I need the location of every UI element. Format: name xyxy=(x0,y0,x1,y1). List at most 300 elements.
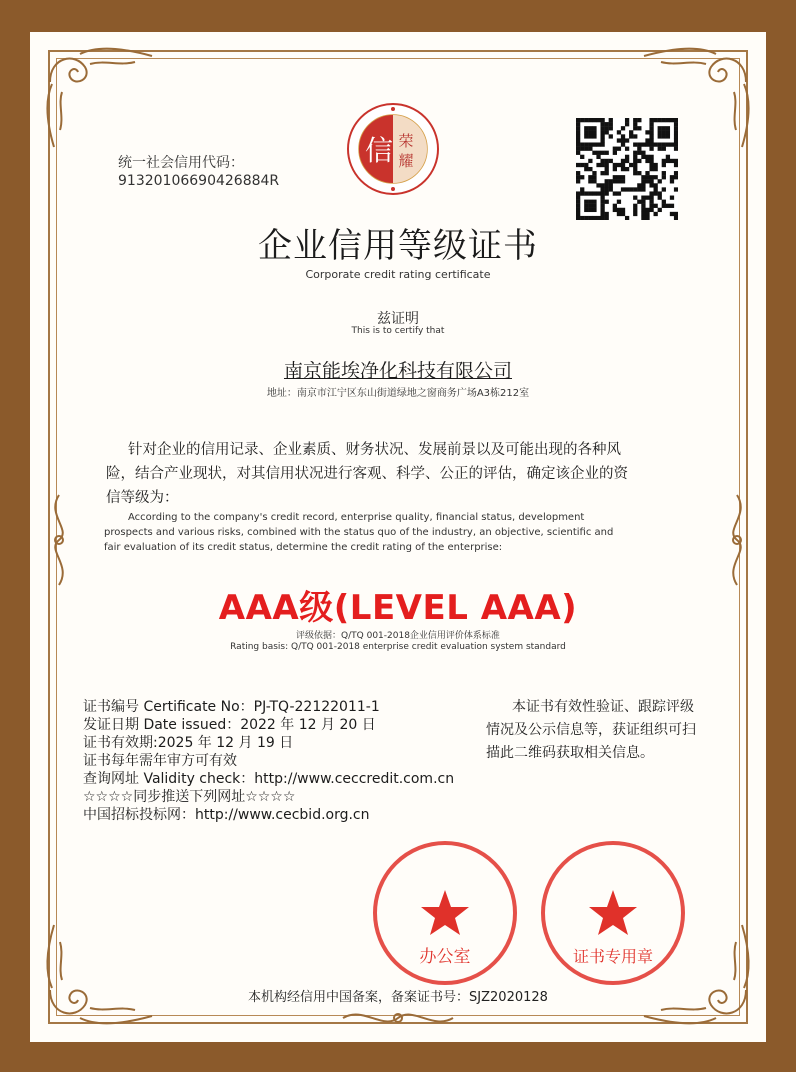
credit-code-value: 91320106690426884R xyxy=(118,173,280,189)
cecbid-url: 中国招标投标网：http://www.cecbid.org.cn xyxy=(83,807,370,823)
qr-module xyxy=(609,126,613,130)
qr-module xyxy=(609,122,613,126)
qr-module xyxy=(633,208,637,212)
qr-module xyxy=(670,204,674,208)
emblem-char-right-2: 耀 xyxy=(398,152,414,170)
qr-module xyxy=(592,175,596,179)
qr-module xyxy=(625,187,629,191)
qr-module xyxy=(613,147,617,151)
qr-module xyxy=(654,204,658,208)
qr-module xyxy=(649,204,653,208)
qr-module xyxy=(609,179,613,183)
registration-footer: 本机构经信用中国备案，备案证书号：SJZ2020128 xyxy=(248,990,548,1005)
certificate-title-en: Corporate credit rating certificate xyxy=(305,268,491,281)
qr-module xyxy=(649,191,653,195)
qr-module xyxy=(609,134,613,138)
qr-module xyxy=(617,200,621,204)
qr-module xyxy=(637,159,641,163)
qr-module xyxy=(605,130,609,134)
qr-module xyxy=(613,151,617,155)
qr-module xyxy=(576,126,580,130)
qr-module xyxy=(605,212,609,216)
qr-module xyxy=(649,163,653,167)
qr-module xyxy=(588,204,592,208)
qr-module xyxy=(613,204,617,208)
qr-module xyxy=(674,163,678,167)
qr-module xyxy=(617,163,621,167)
qr-module xyxy=(600,142,604,146)
qr-module xyxy=(666,118,670,122)
qr-module xyxy=(670,175,674,179)
qr-module xyxy=(576,196,580,200)
qr-module xyxy=(621,138,625,142)
qr-module xyxy=(649,122,653,126)
qr-module xyxy=(674,130,678,134)
qr-module xyxy=(576,118,580,122)
qr-module xyxy=(588,159,592,163)
qr-module xyxy=(674,147,678,151)
qr-module xyxy=(600,191,604,195)
qr-module xyxy=(588,175,592,179)
qr-module xyxy=(666,204,670,208)
qr-module xyxy=(600,196,604,200)
qr-module xyxy=(633,142,637,146)
qr-module xyxy=(617,212,621,216)
qr-module xyxy=(649,147,653,151)
emblem-char-right-1: 荣 xyxy=(398,132,414,150)
qr-module xyxy=(625,122,629,126)
qr-module xyxy=(576,142,580,146)
sync-push-note: ☆☆☆☆同步推送下列网址☆☆☆☆ xyxy=(83,789,296,805)
qr-module xyxy=(592,191,596,195)
qr-module xyxy=(576,138,580,142)
qr-module xyxy=(670,179,674,183)
qr-module xyxy=(654,212,658,216)
qr-module xyxy=(662,204,666,208)
company-name: 南京能埃净化科技有限公司 xyxy=(283,360,512,382)
qr-module xyxy=(605,167,609,171)
qr-module xyxy=(645,212,649,216)
qr-module xyxy=(576,212,580,216)
qr-module xyxy=(576,163,580,167)
qr-module xyxy=(645,179,649,183)
qr-module xyxy=(584,200,588,204)
qr-module xyxy=(621,175,625,179)
qr-module xyxy=(600,118,604,122)
qr-module xyxy=(641,212,645,216)
qr-module xyxy=(645,171,649,175)
qr-module xyxy=(609,159,613,163)
qr-module xyxy=(584,163,588,167)
emblem-char-left: 信 xyxy=(364,134,394,167)
qr-module xyxy=(662,134,666,138)
qr-module xyxy=(641,187,645,191)
qr-module xyxy=(592,118,596,122)
qr-module xyxy=(580,142,584,146)
qr-module xyxy=(584,208,588,212)
qr-module xyxy=(625,155,629,159)
qr-module xyxy=(588,208,592,212)
qr-module xyxy=(592,208,596,212)
qr-module xyxy=(621,212,625,216)
qr-module xyxy=(649,155,653,159)
qr-module xyxy=(649,208,653,212)
qr-module xyxy=(670,196,674,200)
qr-module xyxy=(645,155,649,159)
qr-module xyxy=(605,126,609,130)
qr-module xyxy=(637,200,641,204)
qr-module xyxy=(658,208,662,212)
qr-module xyxy=(649,196,653,200)
qr-module xyxy=(613,191,617,195)
qr-module xyxy=(600,183,604,187)
qr-module xyxy=(654,142,658,146)
qr-module xyxy=(670,118,674,122)
qr-module xyxy=(600,204,604,208)
qr-module xyxy=(613,179,617,183)
qr-module xyxy=(580,118,584,122)
qr-module xyxy=(645,175,649,179)
qr-module xyxy=(588,200,592,204)
qr-module xyxy=(662,130,666,134)
qr-module xyxy=(576,130,580,134)
qr-module xyxy=(658,130,662,134)
qr-module xyxy=(670,159,674,163)
qr-module xyxy=(576,179,580,183)
side-ornament-right xyxy=(722,490,752,590)
qr-module xyxy=(641,179,645,183)
qr-module xyxy=(633,126,637,130)
qr-module xyxy=(641,200,645,204)
qr-module xyxy=(649,183,653,187)
qr-module xyxy=(584,142,588,146)
qr-module xyxy=(588,118,592,122)
qr-module xyxy=(621,159,625,163)
qr-module xyxy=(633,204,637,208)
qr-module xyxy=(592,204,596,208)
qr-module xyxy=(662,171,666,175)
qr-module xyxy=(588,134,592,138)
qr-module xyxy=(674,159,678,163)
paragraph-cn-line-2: 险，结合产业现状，对其信用状况进行客观、科学、公正的评估，确定该企业的资 xyxy=(106,466,628,482)
qr-module xyxy=(674,175,678,179)
qr-module xyxy=(654,163,658,167)
qr-module xyxy=(596,151,600,155)
rating-basis-en: Rating basis: Q/TQ 001-2018 enterprise credit evaluation system standard xyxy=(230,642,566,652)
qr-module xyxy=(584,118,588,122)
certificate-number: 证书编号 Certificate No：PJ-TQ-22122011-1 xyxy=(83,699,380,715)
qr-module xyxy=(633,134,637,138)
credit-code-label: 统一社会信用代码： xyxy=(118,155,244,171)
qr-module xyxy=(617,175,621,179)
qr-module xyxy=(633,167,637,171)
qr-module xyxy=(633,212,637,216)
qr-module xyxy=(629,187,633,191)
qr-module xyxy=(609,187,613,191)
qr-module xyxy=(674,142,678,146)
qr-module xyxy=(576,122,580,126)
qr-module xyxy=(633,122,637,126)
qr-module xyxy=(658,147,662,151)
qr-module xyxy=(662,142,666,146)
qr-module xyxy=(592,142,596,146)
qr-module xyxy=(658,196,662,200)
qr-module xyxy=(674,122,678,126)
qr-module xyxy=(588,147,592,151)
qr-module xyxy=(633,171,637,175)
rating-basis-cn: 评级依据：Q/TQ 001-2018企业信用评价体系标准 xyxy=(296,631,500,641)
qr-module xyxy=(666,159,670,163)
qr-module xyxy=(592,179,596,183)
qr-module xyxy=(617,179,621,183)
qr-module xyxy=(658,118,662,122)
credit-emblem-logo xyxy=(334,102,452,196)
qr-module xyxy=(605,191,609,195)
qr-module xyxy=(609,118,613,122)
corner-ornament-bottom-left xyxy=(40,920,160,1030)
office-seal xyxy=(370,838,520,988)
qr-module xyxy=(592,126,596,130)
qr-module xyxy=(662,200,666,204)
qr-module xyxy=(605,179,609,183)
qr-module xyxy=(649,138,653,142)
qr-module xyxy=(654,187,658,191)
qr-module xyxy=(592,134,596,138)
qr-module xyxy=(633,159,637,163)
qr-module xyxy=(580,155,584,159)
qr-module xyxy=(674,134,678,138)
qr-module xyxy=(666,134,670,138)
qr-module xyxy=(592,171,596,175)
qr-module xyxy=(649,175,653,179)
qr-module xyxy=(633,187,637,191)
paragraph-en-line-3: fair evaluation of its credit status, determine the credit rating of the enterprise: xyxy=(104,542,503,553)
qr-module xyxy=(605,183,609,187)
qr-module xyxy=(674,138,678,142)
qr-module xyxy=(621,187,625,191)
qr-module xyxy=(613,175,617,179)
qr-module xyxy=(605,159,609,163)
qr-module xyxy=(605,200,609,204)
qr-module xyxy=(654,167,658,171)
side-ornament-left xyxy=(44,490,74,590)
qr-module xyxy=(649,118,653,122)
qr-module xyxy=(576,191,580,195)
qr-module xyxy=(666,142,670,146)
qr-module xyxy=(625,138,629,142)
qr-module xyxy=(662,118,666,122)
qr-module xyxy=(633,155,637,159)
qr-module xyxy=(649,130,653,134)
bottom-ornament-center xyxy=(338,1004,458,1032)
qr-module xyxy=(580,163,584,167)
qr-module xyxy=(600,200,604,204)
qr-module xyxy=(637,183,641,187)
qr-module xyxy=(588,179,592,183)
qr-module xyxy=(600,187,604,191)
qr-note-line-2: 情况及公示信息等，获证组织可扫 xyxy=(486,722,696,738)
qr-module xyxy=(584,126,588,130)
qr-module xyxy=(584,167,588,171)
qr-module xyxy=(617,191,621,195)
certificate-title-cn: 企业信用等级证书 xyxy=(258,226,538,266)
qr-module xyxy=(637,171,641,175)
qr-module xyxy=(641,183,645,187)
qr-module xyxy=(621,167,625,171)
paragraph-cn-line-1: 针对企业的信用记录、企业素质、财务状况、发展前景以及可能出现的各种风 xyxy=(128,442,621,458)
issue-date: 发证日期 Date issued：2022 年 12 月 20 日 xyxy=(83,717,376,733)
qr-module xyxy=(637,147,641,151)
qr-module xyxy=(674,118,678,122)
corner-ornament-top-left xyxy=(40,42,160,152)
qr-module xyxy=(645,208,649,212)
qr-code xyxy=(576,118,678,220)
qr-module xyxy=(641,204,645,208)
qr-module xyxy=(588,126,592,130)
qr-module xyxy=(580,187,584,191)
company-address: 地址：南京市江宁区东山街道绿地之窗商务广场A3栋212室 xyxy=(266,388,530,399)
qr-module xyxy=(658,126,662,130)
qr-module xyxy=(674,171,678,175)
qr-module xyxy=(649,200,653,204)
qr-module xyxy=(613,167,617,171)
qr-module xyxy=(649,159,653,163)
qr-module xyxy=(600,159,604,163)
qr-module xyxy=(617,138,621,142)
qr-module xyxy=(625,167,629,171)
qr-module xyxy=(625,147,629,151)
qr-module xyxy=(621,142,625,146)
qr-module xyxy=(633,151,637,155)
paragraph-en-line-1: According to the company's credit record, enterprise quality, financial status, development xyxy=(128,512,585,523)
qr-note-line-3: 描此二维码获取相关信息。 xyxy=(486,745,654,761)
qr-module xyxy=(596,183,600,187)
qr-module xyxy=(641,196,645,200)
qr-module xyxy=(654,118,658,122)
qr-module xyxy=(613,208,617,212)
certificate-seal xyxy=(538,838,688,988)
qr-module xyxy=(596,142,600,146)
qr-module xyxy=(662,175,666,179)
qr-module xyxy=(654,175,658,179)
qr-module xyxy=(580,191,584,195)
qr-module xyxy=(649,126,653,130)
qr-module xyxy=(654,191,658,195)
qr-module xyxy=(584,204,588,208)
qr-module xyxy=(666,155,670,159)
qr-module xyxy=(662,147,666,151)
qr-module xyxy=(584,134,588,138)
qr-module xyxy=(576,147,580,151)
qr-module xyxy=(580,147,584,151)
qr-module xyxy=(662,159,666,163)
qr-module xyxy=(617,130,621,134)
credit-level: AAA级(LEVEL AAA) xyxy=(218,588,578,628)
qr-module xyxy=(670,142,674,146)
qr-module xyxy=(605,122,609,126)
qr-module xyxy=(649,167,653,171)
qr-module xyxy=(658,134,662,138)
qr-module xyxy=(600,163,604,167)
qr-module xyxy=(576,204,580,208)
qr-module xyxy=(621,126,625,130)
qr-module xyxy=(580,175,584,179)
qr-module xyxy=(600,212,604,216)
qr-module xyxy=(637,187,641,191)
qr-module xyxy=(645,138,649,142)
validity-check-url: 查询网址 Validity check：http://www.ceccredit.com.cn xyxy=(83,771,455,787)
qr-module xyxy=(617,147,621,151)
qr-module xyxy=(649,179,653,183)
qr-module xyxy=(629,134,633,138)
qr-module xyxy=(674,126,678,130)
qr-module xyxy=(592,151,596,155)
qr-module xyxy=(600,151,604,155)
qr-module xyxy=(621,134,625,138)
qr-module xyxy=(576,171,580,175)
qr-module xyxy=(584,191,588,195)
qr-module xyxy=(662,126,666,130)
paragraph-cn-line-3: 信等级为： xyxy=(106,490,179,506)
qr-module xyxy=(588,130,592,134)
qr-module xyxy=(641,151,645,155)
qr-module xyxy=(658,191,662,195)
certificate-seal-text: 证书专用章 xyxy=(572,947,654,966)
qr-module xyxy=(662,187,666,191)
qr-module xyxy=(609,183,613,187)
qr-module xyxy=(674,187,678,191)
qr-module xyxy=(641,155,645,159)
qr-module xyxy=(633,118,637,122)
qr-module xyxy=(576,200,580,204)
qr-module xyxy=(576,175,580,179)
qr-module xyxy=(629,163,633,167)
qr-module xyxy=(617,208,621,212)
qr-module xyxy=(605,151,609,155)
qr-module xyxy=(596,118,600,122)
qr-module xyxy=(633,196,637,200)
paragraph-en-line-2: prospects and various risks, combined with the status quo of the industry, an objective, scientific and xyxy=(104,527,614,538)
qr-module xyxy=(637,142,641,146)
qr-module xyxy=(584,130,588,134)
qr-module xyxy=(625,118,629,122)
qr-module xyxy=(649,142,653,146)
qr-module xyxy=(645,130,649,134)
qr-module xyxy=(633,163,637,167)
qr-module xyxy=(605,163,609,167)
qr-module xyxy=(666,126,670,130)
qr-module xyxy=(637,151,641,155)
qr-module xyxy=(596,163,600,167)
qr-module xyxy=(621,208,625,212)
certify-text-cn: 兹证明 xyxy=(377,311,419,327)
qr-module xyxy=(629,130,633,134)
qr-module xyxy=(658,179,662,183)
qr-module xyxy=(584,147,588,151)
qr-module xyxy=(637,118,641,122)
qr-module xyxy=(600,134,604,138)
qr-module xyxy=(645,159,649,163)
qr-module xyxy=(641,208,645,212)
qr-module xyxy=(600,208,604,212)
certify-text-en: This is to certify that xyxy=(351,326,445,336)
qr-module xyxy=(576,134,580,138)
qr-module xyxy=(641,142,645,146)
qr-module xyxy=(600,138,604,142)
qr-module xyxy=(596,191,600,195)
qr-module xyxy=(654,183,658,187)
qr-module xyxy=(600,126,604,130)
